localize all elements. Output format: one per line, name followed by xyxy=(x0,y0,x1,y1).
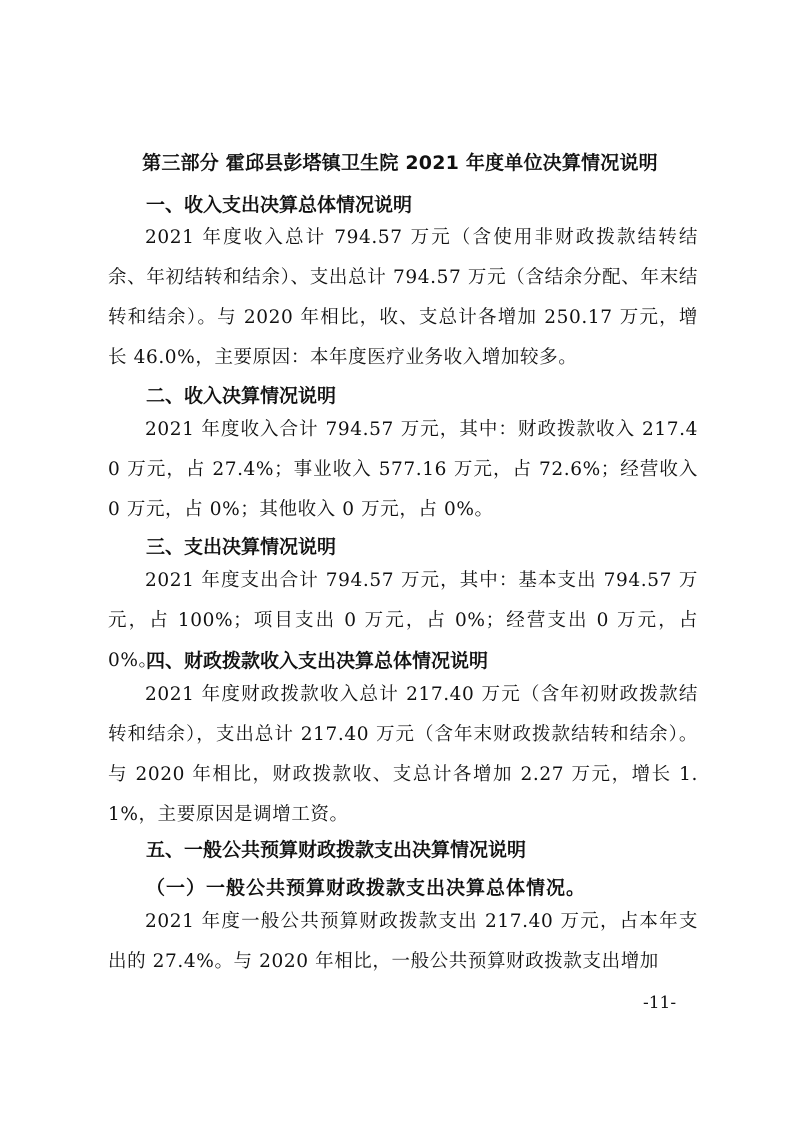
section-1-heading: 一、收入支出决算总体情况说明 xyxy=(146,194,413,216)
section-5-subheading: （一）一般公共预算财政拨款支出决算总体情况。 xyxy=(146,877,587,899)
page-number: -11- xyxy=(643,993,677,1013)
section-2-heading: 二、收入决算情况说明 xyxy=(146,385,337,407)
section-5-paragraph: 2021 年度一般公共预算财政拨款支出 217.40 万元，占本年支出的 27.4%。与 2020 年相比，一般公共预算财政拨款支出增加 xyxy=(108,911,698,972)
section-3-paragraph: 2021 年度支出合计 794.57 万元，其中：基本支出 794.57 万元，占 100%；项目支出 0 万元，占 0%；经营支出 0 万元，占 0%。 xyxy=(108,570,698,671)
section-5-heading: 五、一般公共预算财政拨款支出决算情况说明 xyxy=(146,839,527,861)
section-3-heading: 三、支出决算情况说明 xyxy=(146,536,337,558)
document-title: 第三部分 霍邱县彭塔镇卫生院 2021 年度单位决算情况说明 xyxy=(142,152,658,174)
section-2-paragraph: 2021 年度收入合计 794.57 万元，其中：财政拨款收入 217.40 万元，占 27.4%；事业收入 577.16 万元，占 72.6%；经营收入 0 万元，占 0%；其他收入 0 万元，占 0%。 xyxy=(108,419,698,520)
section-1-paragraph: 2021 年度收入总计 794.57 万元（含使用非财政拨款结转结余、年初结转和结余）、支出总计 794.57 万元（含结余分配、年末结转和结余）。与 2020 年相比，收、支总计各增加 250.17 万元，增长 46.0%，主要原因：本年度医疗业务收入增加较多。 xyxy=(108,227,698,368)
section-4-paragraph: 2021 年度财政拨款收入总计 217.40 万元（含年初财政拨款结转和结余），支出总计 217.40 万元（含年末财政拨款结转和结余）。与 2020 年相比，财政拨款收、支总计各增加 2.27 万元，增长 1.1%，主要原因是调增工资。 xyxy=(108,684,698,825)
section-4-heading: 四、财政拨款收入支出决算总体情况说明 xyxy=(146,650,489,672)
